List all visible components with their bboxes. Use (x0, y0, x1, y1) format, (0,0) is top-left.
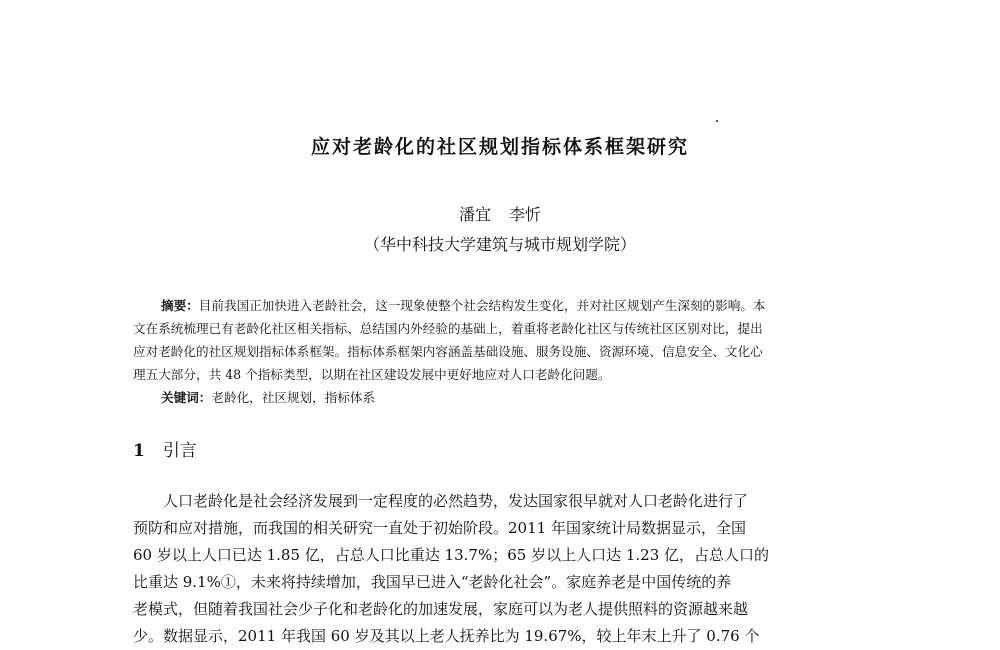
abstract-text: 目前我国正加快进入老龄社会，这一现象使整个社会结构发生变化，并对社区规划产生深刻的影响。本 (198, 298, 766, 313)
body-line: 少。数据显示，2011 年我国 60 岁及其以上老人抚养比为 19.67%，较上年末上升了 0.76 个 (133, 627, 760, 645)
abstract-line: 文在系统梳理已有老龄化社区相关指标、总结国内外经验的基础上，着重将老龄化社区与传统社区区别对比，提出 (133, 321, 763, 336)
keywords (161, 389, 375, 407)
abstract (133, 294, 883, 386)
author-list (0, 202, 1000, 225)
author-name: 潘宜 (458, 205, 491, 224)
abstract-line: 理五大部分，共 48 个指标类型，以期在社区建设发展中更好地应对人口老龄化问题。 (133, 367, 611, 382)
body-paragraph (133, 488, 885, 650)
body-line: 人口老龄化是社会经济发展到一定程度的必然趋势，发达国家很早就对人口老龄化进行了 (163, 492, 749, 510)
body-line: 预防和应对措施，而我国的相关研究一直处于初始阶段。2011 年国家统计局数据显示，全国 (133, 519, 746, 537)
section-number: 1 (133, 441, 145, 461)
keywords-label: 关键词： (161, 390, 212, 405)
author-affiliation: （华中科技大学建筑与城市规划学院） (363, 235, 636, 254)
abstract-line (133, 294, 883, 317)
section-title: 引言 (162, 441, 197, 461)
body-line: 老模式，但随着我国社会少子化和老龄化的加速发展，家庭可以为老人提供照料的资源越来越 (133, 600, 749, 618)
paper-title: 应对老龄化的社区规划指标体系框架研究 (310, 136, 689, 158)
abstract-line: 应对老龄化的社区规划指标体系框架。指标体系框架内容涵盖基础设施、服务设施、资源环境、信息安全、文化心 (133, 344, 763, 359)
author-name: 李忻 (509, 205, 542, 224)
scan-speck (716, 120, 718, 122)
keywords-text: 老龄化，社区规划，指标体系 (211, 390, 376, 405)
body-line: 60 岁以上人口已达 1.85 亿，占总人口比重达 13.7%；65 岁以上人口达 1.23 亿，占总人口的 (133, 546, 770, 564)
abstract-label: 摘要： (161, 298, 199, 313)
section-heading (133, 436, 197, 461)
body-line: 比重达 9.1%①，未来将持续增加，我国早已进入“老龄化社会”。家庭养老是中国传统的养 (133, 573, 732, 591)
